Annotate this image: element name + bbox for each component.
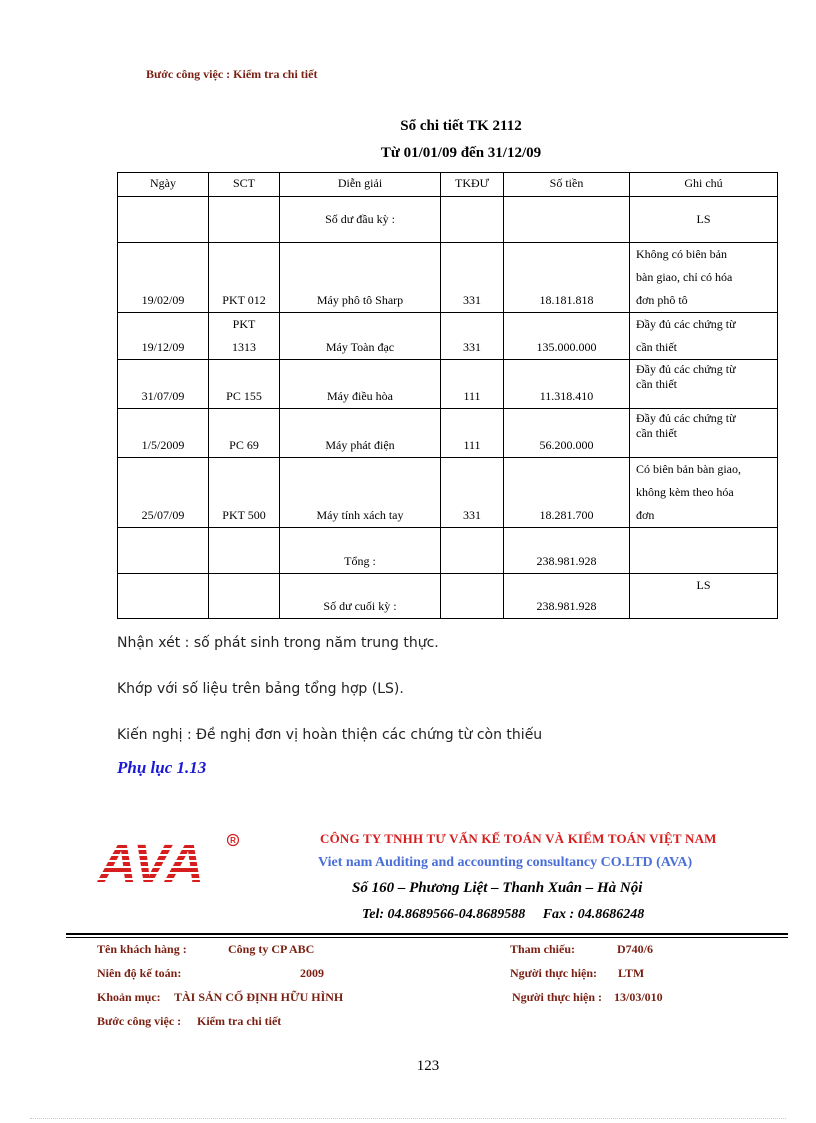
preparer-value: LTM <box>618 966 645 980</box>
row-account: 331 <box>441 243 504 313</box>
row-date: 25/07/09 <box>118 458 209 528</box>
row-note-line: Đầy đủ các chứng từ <box>636 317 736 331</box>
row-description: Máy phô tô Sharp <box>280 243 441 313</box>
remark-match: Khớp với số liệu trên bảng tổng hợp (LS). <box>117 681 404 697</box>
logo-text: AVA <box>98 834 204 888</box>
row-note-line: Có biên bản bàn giao, <box>636 462 741 476</box>
step-heading: Bước công việc : Kiểm tra chi tiết <box>146 67 318 81</box>
row-note <box>630 243 778 313</box>
row-ref: PC 69 <box>209 409 280 458</box>
company-phone: Tel: 04.8689566-04.8689588 Fax : 04.8686248 <box>362 907 645 922</box>
closing-balance-note: LS <box>630 574 778 619</box>
row-account: 111 <box>441 409 504 458</box>
row-note-line: đơn <box>636 508 655 522</box>
row-account: 331 <box>441 313 504 360</box>
reference-label: Tham chiếu: <box>510 942 576 956</box>
row-date: 19/02/09 <box>118 243 209 313</box>
row-amount: 18.181.818 <box>504 243 630 313</box>
table-row <box>118 360 778 409</box>
row-date: 1/5/2009 <box>118 409 209 458</box>
row-ref-line: 1313 <box>232 340 256 354</box>
table-row <box>118 313 778 360</box>
work-step-value: Kiểm tra chi tiết <box>197 1014 282 1028</box>
row-amount: 56.200.000 <box>504 409 630 458</box>
column-header-ref: SCT <box>209 173 280 197</box>
closing-balance-row <box>118 574 778 619</box>
opening-balance-row <box>118 197 778 243</box>
column-header-account: TKĐƯ <box>441 173 504 197</box>
remark-recommendation: Kiến nghị : Đề nghị đơn vị hoàn thiện các chứng từ còn thiếu <box>117 727 543 743</box>
total-row <box>118 528 778 574</box>
table-row <box>118 409 778 458</box>
row-note <box>630 458 778 528</box>
fiscal-year-value: 2009 <box>300 966 324 980</box>
reference-value: D740/6 <box>617 942 653 956</box>
account-item-label: Khoản mục: <box>97 990 161 1004</box>
table-row <box>118 243 778 313</box>
company-logo <box>96 832 246 893</box>
divider <box>66 937 788 938</box>
row-ref-line: PKT <box>232 317 256 331</box>
ledger-title: Sổ chi tiết TK 2112 <box>400 118 522 134</box>
company-name-vn: CÔNG TY TNHH TƯ VẤN KẾ TOÁN VÀ KIỂM TOÁN VIỆT NAM <box>320 831 717 846</box>
row-note-line: bàn giao, chỉ có hóa <box>636 270 733 284</box>
row-date: 19/12/09 <box>118 313 209 360</box>
client-label: Tên khách hàng : <box>97 942 187 956</box>
row-note-line: cần thiết <box>636 426 677 440</box>
performer-date-value: 13/03/010 <box>614 990 663 1004</box>
row-description: Máy Toàn đạc <box>280 313 441 360</box>
row-note-line: đơn phô tô <box>636 293 688 307</box>
divider <box>66 933 788 935</box>
row-ref <box>209 313 280 360</box>
company-address: Số 160 – Phương Liệt – Thanh Xuân – Hà Nội <box>352 880 643 896</box>
total-amount: 238.981.928 <box>504 528 630 574</box>
row-account: 331 <box>441 458 504 528</box>
row-date: 31/07/09 <box>118 360 209 409</box>
row-amount: 18.281.700 <box>504 458 630 528</box>
row-ref: PC 155 <box>209 360 280 409</box>
row-amount: 11.318.410 <box>504 360 630 409</box>
registered-mark: R <box>230 836 236 845</box>
row-note-line: Đầy đủ các chứng từ <box>636 411 736 425</box>
client-value: Công ty CP ABC <box>228 942 315 956</box>
row-description: Máy điều hòa <box>280 360 441 409</box>
ava-logo-icon <box>96 832 246 888</box>
ledger-period: Từ 01/01/09 đến 31/12/09 <box>380 145 542 161</box>
footer-divider <box>30 1118 786 1119</box>
closing-balance-label: Số dư cuối kỳ : <box>280 574 441 619</box>
table-header-row <box>118 173 778 197</box>
row-description: Máy phát điện <box>280 409 441 458</box>
account-item-value: TÀI SẢN CỐ ĐỊNH HỮU HÌNH <box>174 990 344 1004</box>
opening-balance-note: LS <box>630 197 778 243</box>
row-ref: PKT 500 <box>209 458 280 528</box>
column-header-note: Ghi chú <box>630 173 778 197</box>
row-note <box>630 409 778 458</box>
company-name-en: Viet nam Auditing and accounting consultancy CO.LTD (AVA) <box>318 855 693 870</box>
preparer-label: Người thực hiện: <box>510 966 598 980</box>
column-header-description: Diễn giải <box>280 173 441 197</box>
row-description: Máy tính xách tay <box>280 458 441 528</box>
appendix-label: Phụ lục 1.13 <box>117 758 207 777</box>
ledger-table <box>117 172 778 619</box>
opening-balance-label: Số dư đầu kỳ : <box>280 197 441 243</box>
row-note <box>630 313 778 360</box>
column-header-amount: Số tiền <box>504 173 630 197</box>
row-amount: 135.000.000 <box>504 313 630 360</box>
row-note-line: Đầy đủ các chứng từ <box>636 362 736 376</box>
fiscal-year-label: Niên độ kế toán: <box>97 966 182 980</box>
closing-balance-amount: 238.981.928 <box>504 574 630 619</box>
row-note <box>630 360 778 409</box>
remark-observation: Nhận xét : số phát sinh trong năm trung thực. <box>117 635 439 651</box>
row-ref: PKT 012 <box>209 243 280 313</box>
page-number: 123 <box>416 1058 440 1074</box>
row-note-line: cần thiết <box>636 377 677 391</box>
row-account: 111 <box>441 360 504 409</box>
performer-date-label: Người thực hiện : <box>512 990 603 1004</box>
table-row <box>118 458 778 528</box>
row-note-line: không kèm theo hóa <box>636 485 734 499</box>
row-note-line: cần thiết <box>636 340 677 354</box>
row-note-line: Không có biên bản <box>636 247 727 261</box>
work-step-label: Bước công việc : <box>97 1014 182 1028</box>
column-header-date: Ngày <box>118 173 209 197</box>
total-label: Tổng : <box>280 528 441 574</box>
